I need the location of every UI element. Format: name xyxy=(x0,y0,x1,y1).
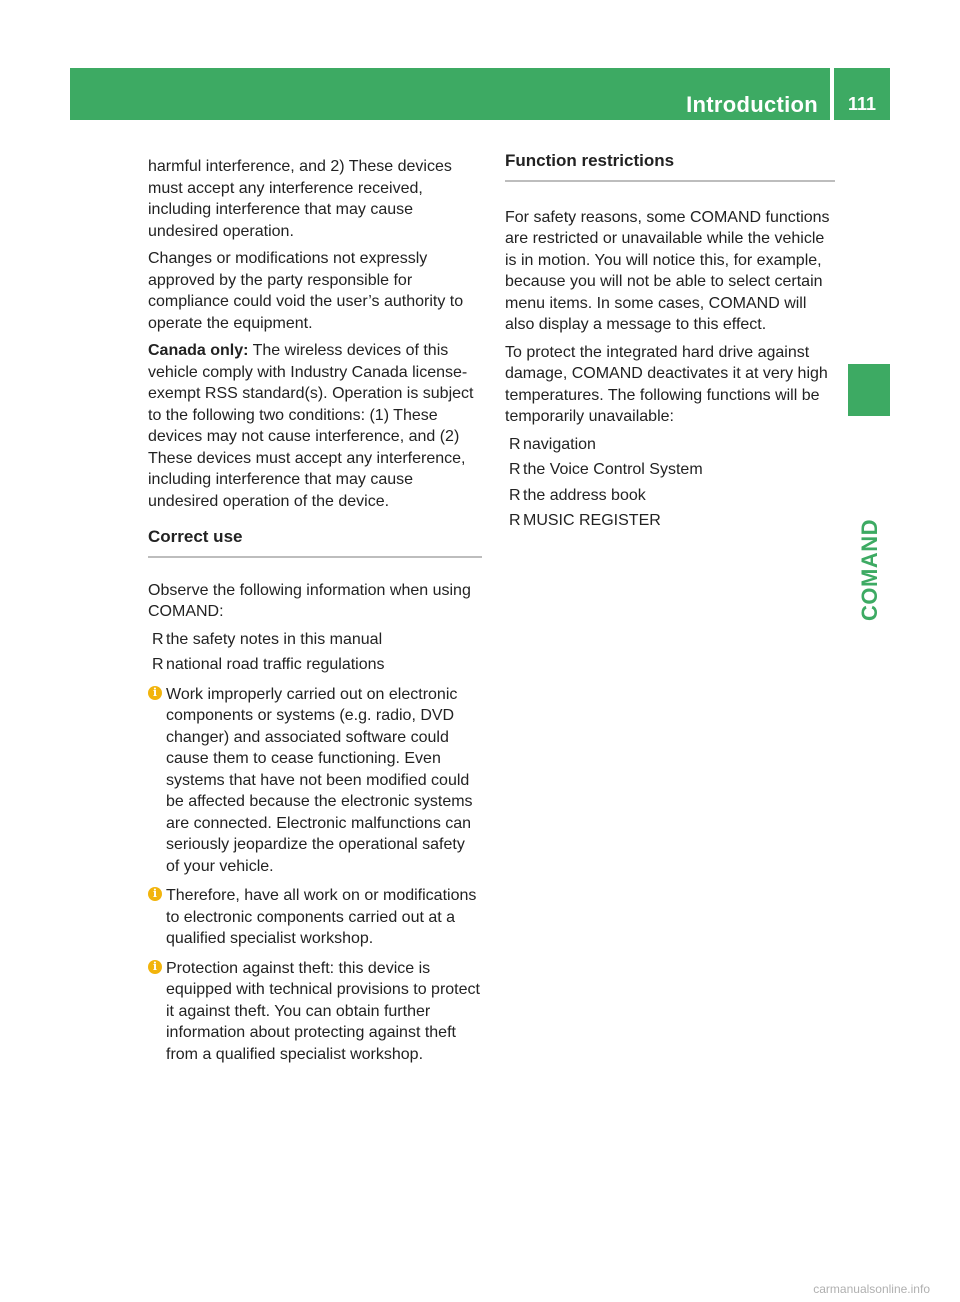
section-heading-function-restrictions: Function restrictions xyxy=(505,150,835,182)
paragraph: Changes or modifications not expressly approved by the party responsible for compliance could void the user’s authority to operate the equipment. xyxy=(148,250,464,332)
list-item: R national road traffic regulations xyxy=(152,654,482,676)
paragraph: Observe the following information when using COMAND: xyxy=(148,581,471,620)
paragraph xyxy=(148,340,482,512)
side-tab-marker xyxy=(848,364,890,416)
paragraph: To protect the integrated hard drive against damage, COMAND deactivates it at very high temperatures. The following functions will be temporarily unavailable: xyxy=(505,343,828,425)
side-tab-label xyxy=(852,520,888,620)
side-tab-text: COMAND xyxy=(857,519,882,621)
info-note: i Protection against theft: this device is equipped with technical provisions to protect it against theft. You can obtain further information about protecting against theft from a qualified specialist workshop. xyxy=(148,958,482,1066)
section-title: Introduction xyxy=(686,92,818,117)
info-icon: i xyxy=(148,887,162,901)
list-item: R MUSIC REGISTER xyxy=(509,510,835,532)
bullet-icon: R xyxy=(152,630,164,648)
left-column xyxy=(148,156,482,1073)
info-note: i Work improperly carried out on electronic components or systems (e.g. radio, DVD changer) and associated software could cause them to cease functioning. Even systems that have not been modified could be affected because the electronic systems are connected. Electronic malfunctions can seriously jeopardize the operational safety of your vehicle. xyxy=(148,684,482,878)
list-item: R navigation xyxy=(509,434,835,456)
info-note: i Therefore, have all work on or modifications to electronic components carried out at a qualified specialist workshop. xyxy=(148,885,482,950)
bullet-icon: R xyxy=(509,486,521,504)
paragraph: For safety reasons, some COMAND functions are restricted or unavailable while the vehicle is in motion. You will notice this, for example, because you will not be able to select certain menu items. In some cases, COMAND will also display a message to this effect. xyxy=(505,208,830,333)
bullet-icon: R xyxy=(152,656,164,673)
info-icon: i xyxy=(148,960,162,974)
paragraph-text: The wireless devices of this vehicle comply with Industry Canada license-exempt RSS standard(s). Operation is subject to the following two conditions: (1) These devices may not cause interference, and (2) These devices must accept any interference, including interference that may cause undesired operation of the device. xyxy=(148,342,474,510)
bullet-icon: R xyxy=(509,461,521,478)
list-item: R the address book xyxy=(509,485,835,507)
info-icon: i xyxy=(148,686,162,700)
page-number: 111 xyxy=(847,94,877,114)
watermark-text: carmanualsonline.info xyxy=(813,1282,930,1296)
bullet-icon: R xyxy=(509,435,521,453)
right-column xyxy=(505,150,835,536)
section-heading-correct-use: Correct use xyxy=(148,526,482,558)
bold-label: Canada only: xyxy=(148,342,249,359)
list-item: R the safety notes in this manual xyxy=(152,629,482,651)
list-item: R the Voice Control System xyxy=(509,459,835,481)
page-header xyxy=(70,68,890,120)
paragraph: harmful interference, and 2) These devices must accept any interference received, including interference that may cause undesired operation. xyxy=(148,158,452,240)
bullet-icon: R xyxy=(509,512,521,529)
